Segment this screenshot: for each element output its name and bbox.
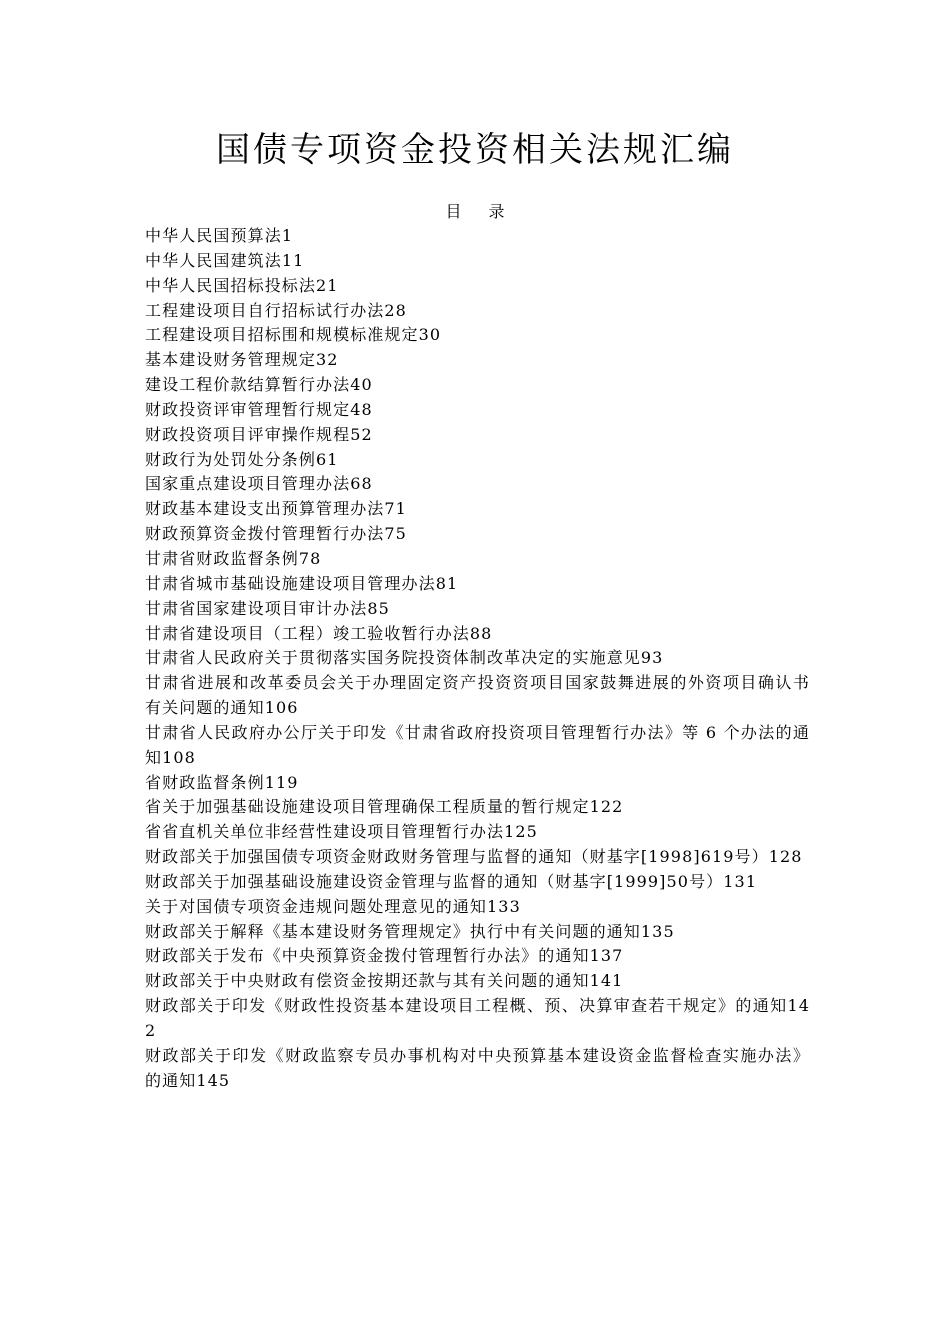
toc-entry-title: 财政部关于印发《财政性投资基本建设项目工程概、预、决算审查若干规定》的通知 xyxy=(145,996,788,1016)
toc-entry-title: 财政部关于印发《财政监察专员办事机构对中央预算基本建设资金监督检查实施办法》的通知 xyxy=(145,1045,810,1090)
toc-entry xyxy=(145,870,810,895)
toc-entry-page-number: 85 xyxy=(367,598,390,618)
toc-list xyxy=(145,224,810,1094)
toc-entry-page-number: 122 xyxy=(589,797,624,817)
toc-entry-page-number: 11 xyxy=(281,250,305,270)
toc-entry-title: 甘肃省财政监督条例 xyxy=(145,548,299,568)
toc-entry-title: 中华人民国招标投标法 xyxy=(145,275,317,295)
toc-entry-title: 甘肃省国家建设项目审计办法 xyxy=(145,598,368,618)
toc-entry-page-number: 71 xyxy=(384,499,407,519)
toc-entry-page-number: 141 xyxy=(589,971,624,991)
toc-entry-title: 省财政监督条例 xyxy=(145,772,265,792)
toc-entry-page-number: 125 xyxy=(504,822,538,842)
toc-entry-title: 甘肃省人民政府关于贯彻落实国务院投资体制改革决定的实施意见 xyxy=(145,648,641,668)
toc-entry xyxy=(145,597,810,622)
toc-entry-title: 财政部关于解释《基本建设财务管理规定》执行中有关问题的通知 xyxy=(145,921,641,941)
toc-heading: 目 录 xyxy=(445,202,505,221)
toc-entry xyxy=(145,547,810,572)
toc-entry-page-number: 133 xyxy=(487,896,521,916)
toc-entry-title: 财政部关于加强国债专项资金财政财务管理与监督的通知（财基字[1998]619号） xyxy=(145,847,769,867)
toc-entry xyxy=(145,249,810,274)
toc-entry-page-number: 93 xyxy=(640,648,664,668)
toc-entry xyxy=(145,348,810,373)
toc-entry-title: 中华人民国预算法 xyxy=(145,226,282,245)
toc-entry-title: 财政基本建设支出预算管理办法 xyxy=(145,499,385,519)
toc-entry xyxy=(145,721,810,771)
document-title: 国债专项资金投资相关法规汇编 xyxy=(216,130,734,170)
toc-entry-page-number: 119 xyxy=(264,772,299,792)
toc-entry-title: 中华人民国建筑法 xyxy=(145,250,282,270)
toc-entry-title: 财政部关于加强基础设施建设资金管理与监督的通知（财基字[1999]50号） xyxy=(145,871,724,891)
toc-entry-title: 财政部关于发布《中央预算资金拨付管理暂行办法》的通知 xyxy=(145,946,590,966)
toc-entry-title: 财政部关于中央财政有偿资金按期还款与其有关问题的通知 xyxy=(145,971,590,991)
toc-entry-page-number: 61 xyxy=(316,449,339,469)
toc-entry-title: 财政投资评审管理暂行规定 xyxy=(145,399,351,419)
toc-entry xyxy=(145,820,810,845)
toc-entry xyxy=(145,448,810,473)
toc-entry xyxy=(145,994,810,1044)
toc-entry-page-number: 78 xyxy=(298,548,322,568)
toc-entry-page-number: 128 xyxy=(768,847,803,867)
toc-entry-page-number: 75 xyxy=(384,524,407,544)
toc-entry-page-number: 106 xyxy=(264,698,299,718)
toc-entry-page-number: 137 xyxy=(589,946,624,966)
toc-entry xyxy=(145,771,810,796)
toc-entry-page-number: 21 xyxy=(316,275,339,295)
toc-entry-title: 省关于加强基础设施建设项目管理确保工程质量的暂行规定 xyxy=(145,797,590,817)
toc-entry-title: 甘肃省进展和改革委员会关于办理固定资产投资资项目国家鼓舞进展的外资项目确认书有关问题的通知 xyxy=(145,673,810,718)
toc-entry xyxy=(145,671,810,721)
toc-entry-page-number: 68 xyxy=(350,474,373,494)
toc-entry-page-number: 108 xyxy=(162,747,196,767)
toc-entry-title: 财政投资项目评审操作规程 xyxy=(145,424,351,444)
toc-entry xyxy=(145,572,810,597)
toc-entry xyxy=(145,795,810,820)
toc-entry xyxy=(145,969,810,994)
toc-entry-page-number: 30 xyxy=(418,325,442,345)
toc-entry xyxy=(145,373,810,398)
toc-entry-title: 甘肃省城市基础设施建设项目管理办法 xyxy=(145,573,436,593)
toc-entry-title: 省省直机关单位非经营性建设项目管理暂行办法 xyxy=(145,822,505,842)
toc-entry xyxy=(145,646,810,671)
toc-entry-title: 建设工程价款结算暂行办法 xyxy=(145,375,351,395)
toc-entry-page-number: 40 xyxy=(350,375,373,395)
toc-entry-page-number: 81 xyxy=(435,573,459,593)
toc-entry-page-number: 131 xyxy=(723,871,758,891)
toc-entry-page-number: 142 xyxy=(145,996,810,1040)
toc-entry-title: 工程建设项目招标围和规模标准规定 xyxy=(145,325,419,345)
toc-entry-title: 甘肃省建设项目（工程）竣工验收暂行办法 xyxy=(145,623,470,643)
toc-entry xyxy=(145,224,810,249)
toc-entry-title: 基本建设财务管理规定 xyxy=(145,350,317,370)
toc-entry xyxy=(145,845,810,870)
toc-entry-page-number: 32 xyxy=(316,350,339,370)
toc-entry xyxy=(145,398,810,423)
toc-entry xyxy=(145,299,810,324)
toc-entry-page-number: 28 xyxy=(384,300,407,320)
toc-entry xyxy=(145,423,810,448)
toc-entry-title: 工程建设项目自行招标试行办法 xyxy=(145,300,385,320)
toc-entry xyxy=(145,944,810,969)
toc-entry-page-number: 48 xyxy=(350,399,373,419)
toc-entry-title: 财政行为处罚处分条例 xyxy=(145,449,317,469)
toc-entry-title: 甘肃省人民政府办公厅关于印发《甘肃省政府投资项目管理暂行办法》等 6 个办法的通知 xyxy=(145,722,810,767)
toc-entry-page-number: 88 xyxy=(469,623,493,643)
toc-entry-page-number: 52 xyxy=(350,424,373,444)
toc-entry-page-number: 1 xyxy=(281,226,294,245)
toc-entry xyxy=(145,1044,810,1094)
toc-entry-title: 关于对国债专项资金违规问题处理意见的通知 xyxy=(145,896,488,916)
toc-entry xyxy=(145,622,810,647)
toc-entry xyxy=(145,274,810,299)
toc-entry xyxy=(145,497,810,522)
toc-entry xyxy=(145,522,810,547)
toc-entry-page-number: 135 xyxy=(640,921,675,941)
toc-entry-page-number: 145 xyxy=(196,1070,231,1090)
toc-entry xyxy=(145,323,810,348)
toc-entry-title: 国家重点建设项目管理办法 xyxy=(145,474,351,494)
toc-entry xyxy=(145,472,810,497)
toc-entry xyxy=(145,895,810,920)
toc-entry-title: 财政预算资金拨付管理暂行办法 xyxy=(145,524,385,544)
toc-entry xyxy=(145,920,810,945)
